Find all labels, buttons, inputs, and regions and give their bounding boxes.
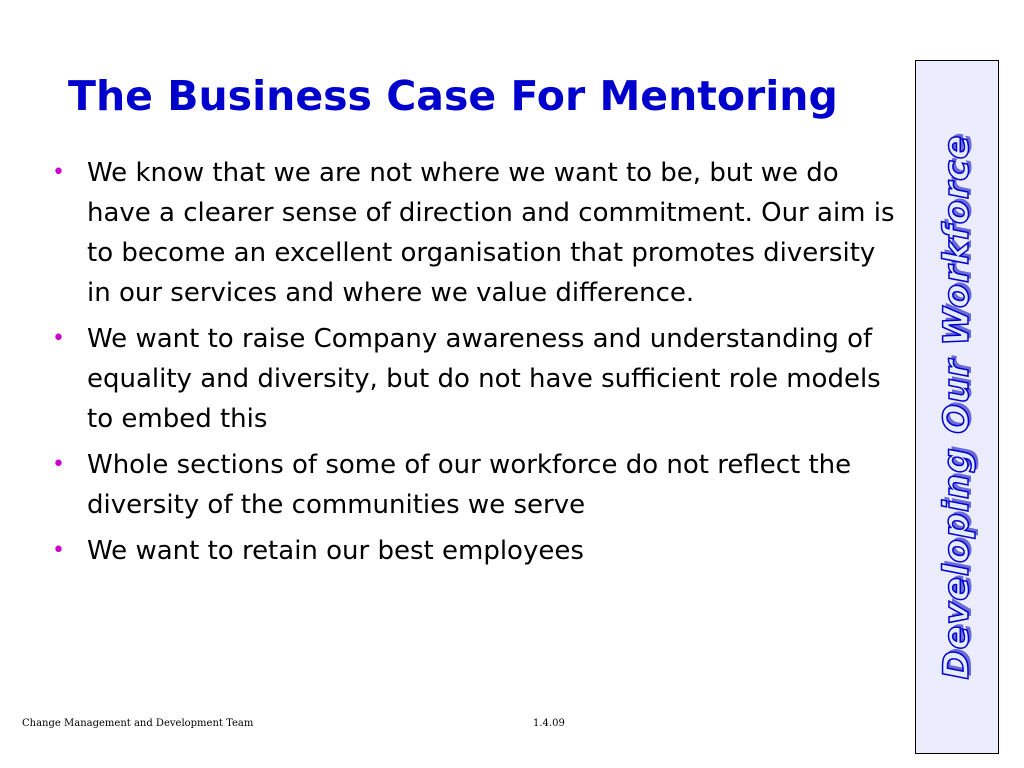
footer-date: 1.4.09 [533, 718, 565, 729]
slide-title: The Business Case For Mentoring [68, 72, 838, 120]
bullet-text: We know that we are not where we want to be, but we do have a clearer sense of direction and commitment. Our aim is to become an excellent organisation that promotes diversity in our services and where we value difference. [87, 158, 895, 308]
bullet-icon: • [52, 326, 65, 351]
bullet-text: We want to retain our best employees [87, 536, 584, 566]
bullet-item [50, 319, 900, 439]
bullet-text: Whole sections of some of our workforce do not reflect the diversity of the communities we serve [87, 450, 852, 520]
side-banner-text: Developing Our Workforce [937, 134, 977, 680]
bullet-item [50, 445, 900, 525]
side-banner [915, 60, 999, 754]
bullet-icon: • [52, 452, 65, 477]
bullet-icon: • [52, 538, 65, 563]
bullet-item [50, 531, 900, 571]
bullet-icon: • [52, 160, 65, 185]
bullet-item [50, 153, 900, 313]
bullet-list [50, 153, 900, 577]
bullet-text: We want to raise Company awareness and understanding of equality and diversity, but do not have sufficient role models to embed this [87, 324, 881, 434]
footer-team: Change Management and Development Team [22, 718, 254, 729]
